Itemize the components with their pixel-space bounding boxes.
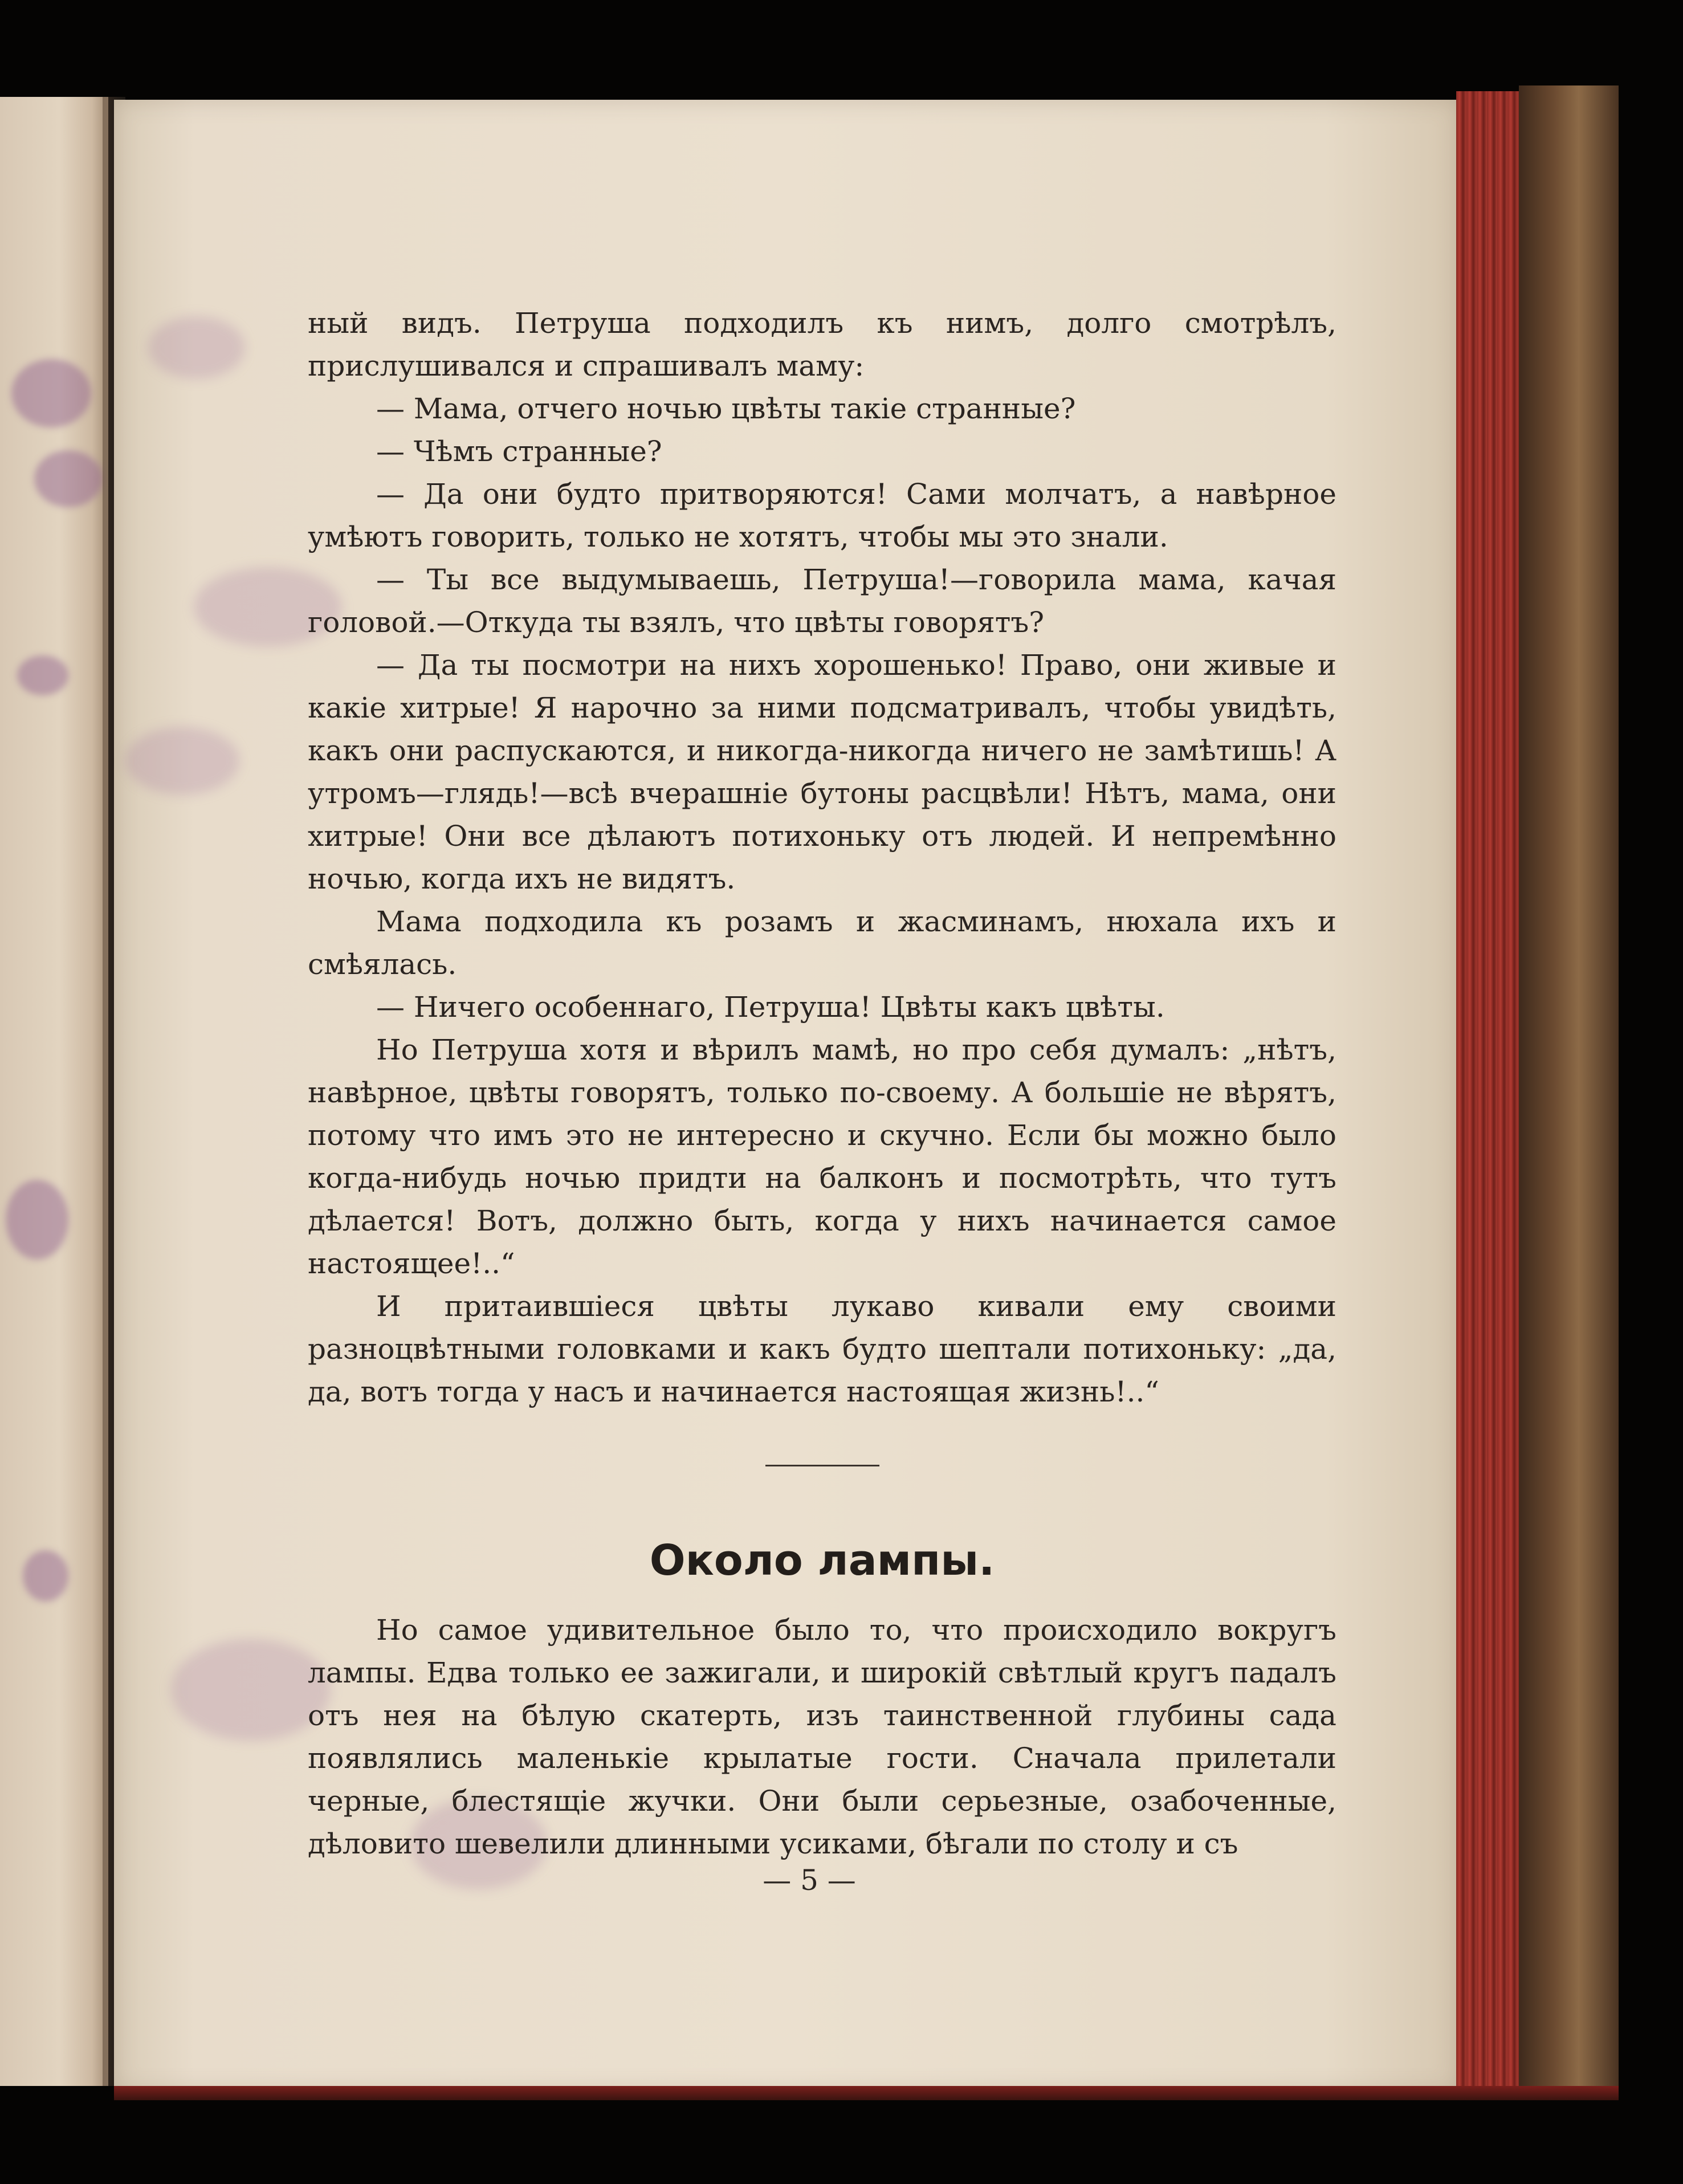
paragraph: — Да они будто притворяются! Сами молчатъ, а навѣрное умѣютъ говорить, только не хотятъ, чтобы мы это знали. [308, 478, 1336, 553]
section-paragraph: Но самое удивительное было то, что происходило вокругъ лампы. Едва только ее зажигали, и широкій свѣтлый кругъ падалъ отъ нея на бѣлую скатерть, изъ таинственной глубины сада появлялись маленькіе крылатые гости. Сначала прилетали черные, блестящіе жучки. Они были серьезные, озабоченные, дѣловито шевелили длинными усиками, бѣгали по столу и съ [308, 1613, 1336, 1860]
book-cover [1519, 85, 1619, 2100]
paragraph: Мама подходила къ розамъ и жасминамъ, нюхала ихъ и смѣялась. [308, 905, 1336, 981]
paragraph: — Ничего особеннаго, Петруша! Цвѣты какъ цвѣты. [376, 991, 1165, 1024]
cover-bottom-edge [114, 2086, 1619, 2100]
left-facing-page [0, 97, 108, 2086]
section-title: Около лампы. [649, 1536, 995, 1585]
paragraph: Но Петруша хотя и вѣрилъ мамѣ, но про себя думалъ: „нѣтъ, навѣрное, цвѣты говорятъ, только по-своему. А большіе не вѣрятъ, потому что имъ это не интересно и скучно. Если бы можно было когда-нибудь ночью придти на балконъ и посмотрѣть, что тутъ дѣлается! Вотъ, должно быть, когда у нихъ начинается самое настоящее!..“ [308, 1033, 1336, 1280]
page-number: — 5 — [763, 1864, 856, 1897]
paragraph: ный видъ. Петруша подходилъ къ нимъ, долго смотрѣлъ, прислушивался и спрашивалъ маму: [308, 307, 1336, 382]
section-divider [765, 1465, 879, 1466]
paragraph: — Чѣмъ странные? [376, 435, 662, 468]
paragraph: И притаившіеся цвѣты лукаво кивали ему своими разноцвѣтными головками и какъ будто шептали потихоньку: „да, да, вотъ тогда у насъ и начинается настоящая жизнь!..“ [308, 1290, 1336, 1408]
paragraph: — Мама, отчего ночью цвѣты такіе странные? [376, 392, 1076, 425]
paragraph: — Ты все выдумываешь, Петруша!—говорила мама, качая головой.—Откуда ты взялъ, что цвѣты говорятъ? [308, 563, 1336, 639]
page-edges [1456, 91, 1519, 2092]
text-block [308, 302, 1336, 1865]
paragraph: — Да ты посмотри на нихъ хорошенько! Право, они живые и какіе хитрые! Я нарочно за ними подсматривалъ, чтобы увидѣть, какъ они распускаются, и никогда-никогда ничего не замѣтишь! А утромъ—глядь!—всѣ вчерашніе бутоны расцвѣли! Нѣтъ, мама, они хитрые! Они все дѣлаютъ потихоньку отъ людей. И непремѣнно ночью, когда ихъ не видятъ. [308, 649, 1336, 895]
